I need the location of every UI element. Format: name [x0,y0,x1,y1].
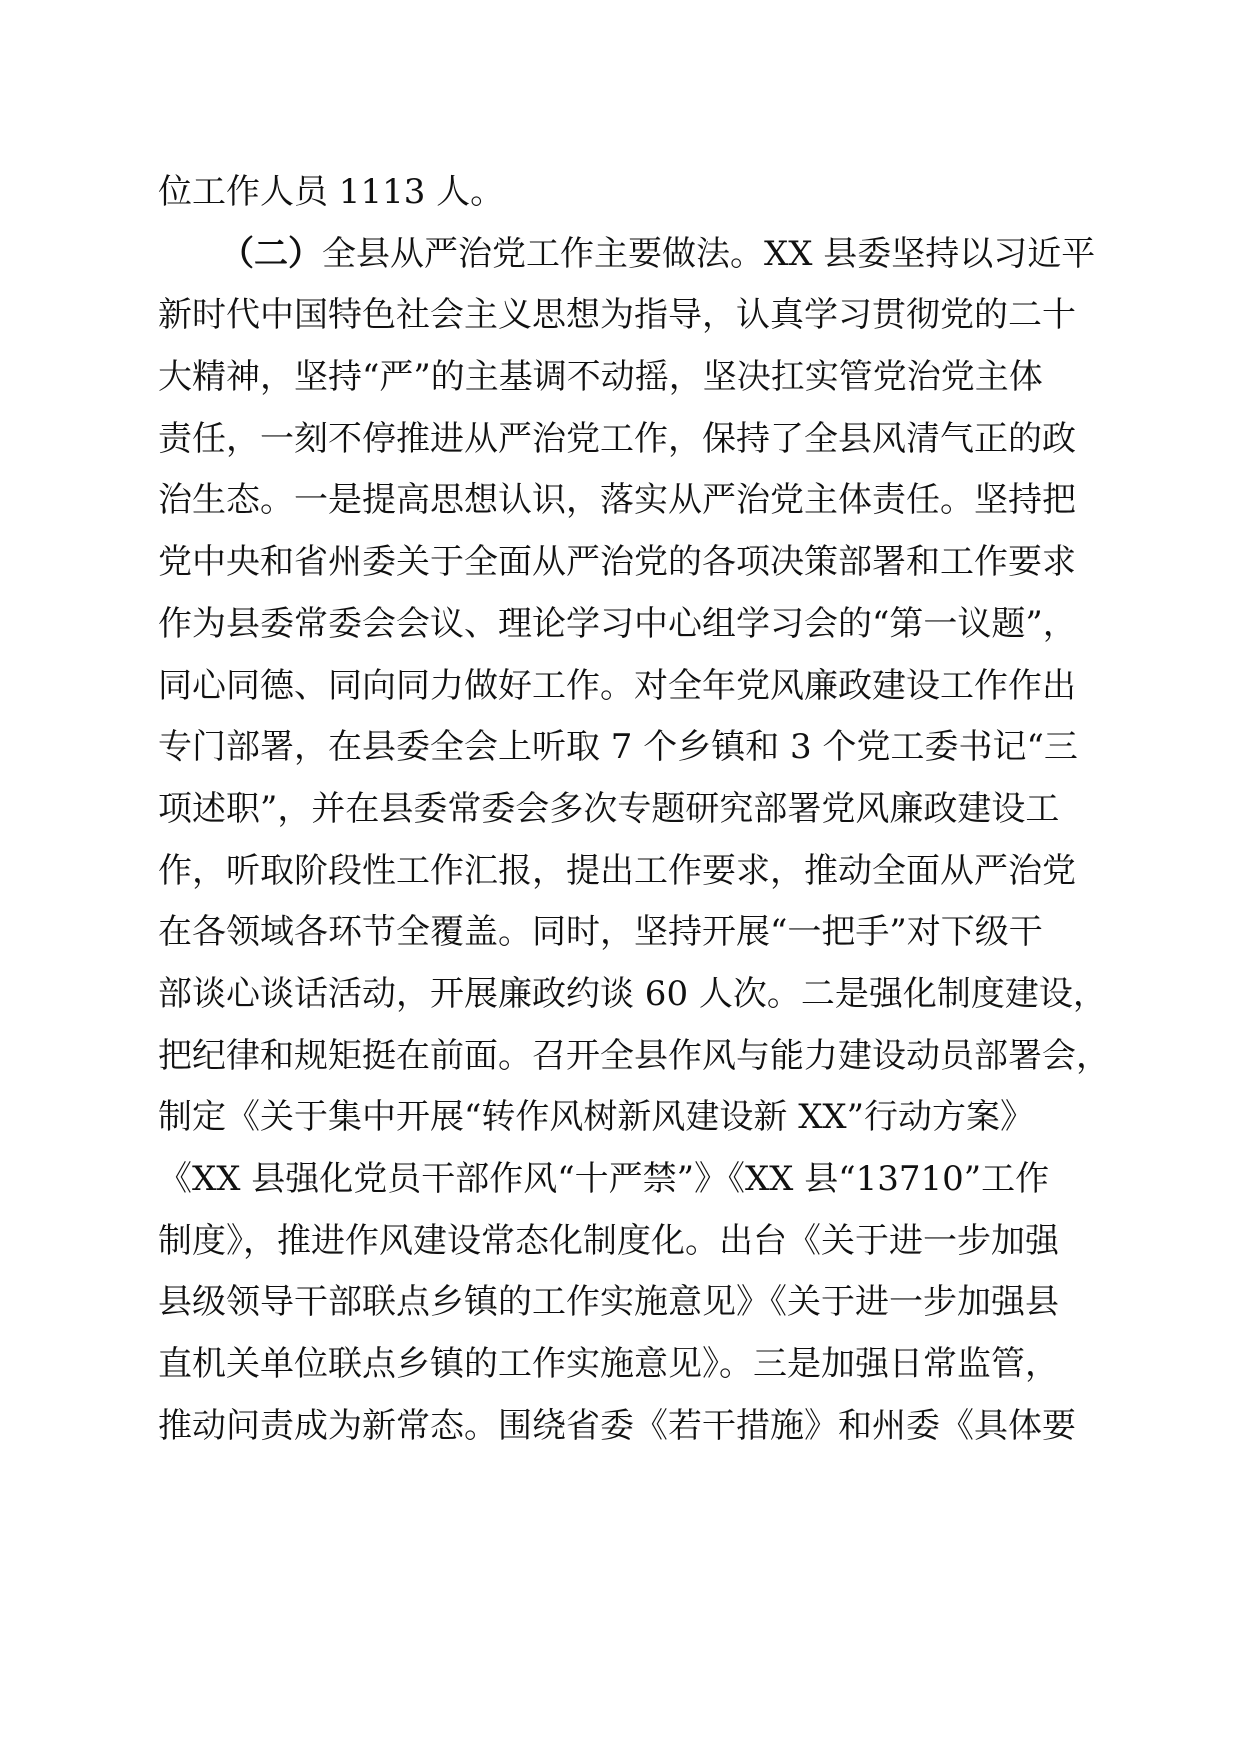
text-line: 同心同德、同向同力做好工作。对全年党风廉政建设工作作出 [158,665,1076,706]
text-line: 直机关单位联点乡镇的工作实施意见》。三是加强日常监管， [158,1344,1059,1385]
text-line: 制度》，推进作风建设常态化制度化。出台《关于进一步加强 [158,1220,1059,1261]
text-line: 责任，一刻不停推进从严治党工作，保持了全县风清气正的政 [158,418,1076,459]
text-line: 在各领域各环节全覆盖。同时，坚持开展“一把手”对下级干 [158,912,1043,953]
text-line: 项述职”，并在县委常委会多次专题研究部署党风廉政建设工 [158,788,1060,829]
text-line: 党中央和省州委关于全面从严治党的各项决策部署和工作要求 [158,542,1076,583]
body-text [158,162,1110,1457]
text-line: 位工作人员 1113 人。 [158,172,505,212]
text-line: 作，听取阶段性工作汇报，提出工作要求，推动全面从严治党 [158,850,1076,891]
text-line: 《XX 县强化党员干部作风“十严禁”》《XX 县“13710”工作 [158,1159,1050,1199]
text-line: 把纪律和规矩挺在前面。召开全县作风与能力建设动员部署会， [158,1035,1110,1076]
text-line: 大精神，坚持“严”的主基调不动摇，坚决扛实管党治党主体 [158,357,1043,398]
text-line: 治生态。一是提高思想认识，落实从严治党主体责任。坚持把 [158,480,1076,521]
text-line: 作为县委常委会会议、理论学习中心组学习会的“第一议题”， [158,603,1077,644]
text-line: 部谈心谈话活动，开展廉政约谈 60 人次。二是强化制度建设， [158,973,1107,1014]
section-heading-line [158,224,1096,286]
text-line: 推动问责成为新常态。围绕省委《若干措施》和州委《具体要 [158,1405,1076,1446]
section-number: （二） [220,233,322,274]
text-line: 新时代中国特色社会主义思想为指导，认真学习贯彻党的二十 [158,295,1076,336]
text-line: 县级领导干部联点乡镇的工作实施意见》《关于进一步加强县 [158,1282,1059,1323]
text-line: 制定《关于集中开展“转作风树新风建设新 XX”行动方案》 [158,1097,1034,1138]
text-line: 专门部署，在县委全会上听取 7 个乡镇和 3 个党工委书记“三 [158,727,1078,768]
section-heading-text: 全县从严治党工作主要做法。XX 县委坚持以习近平 [322,233,1096,274]
